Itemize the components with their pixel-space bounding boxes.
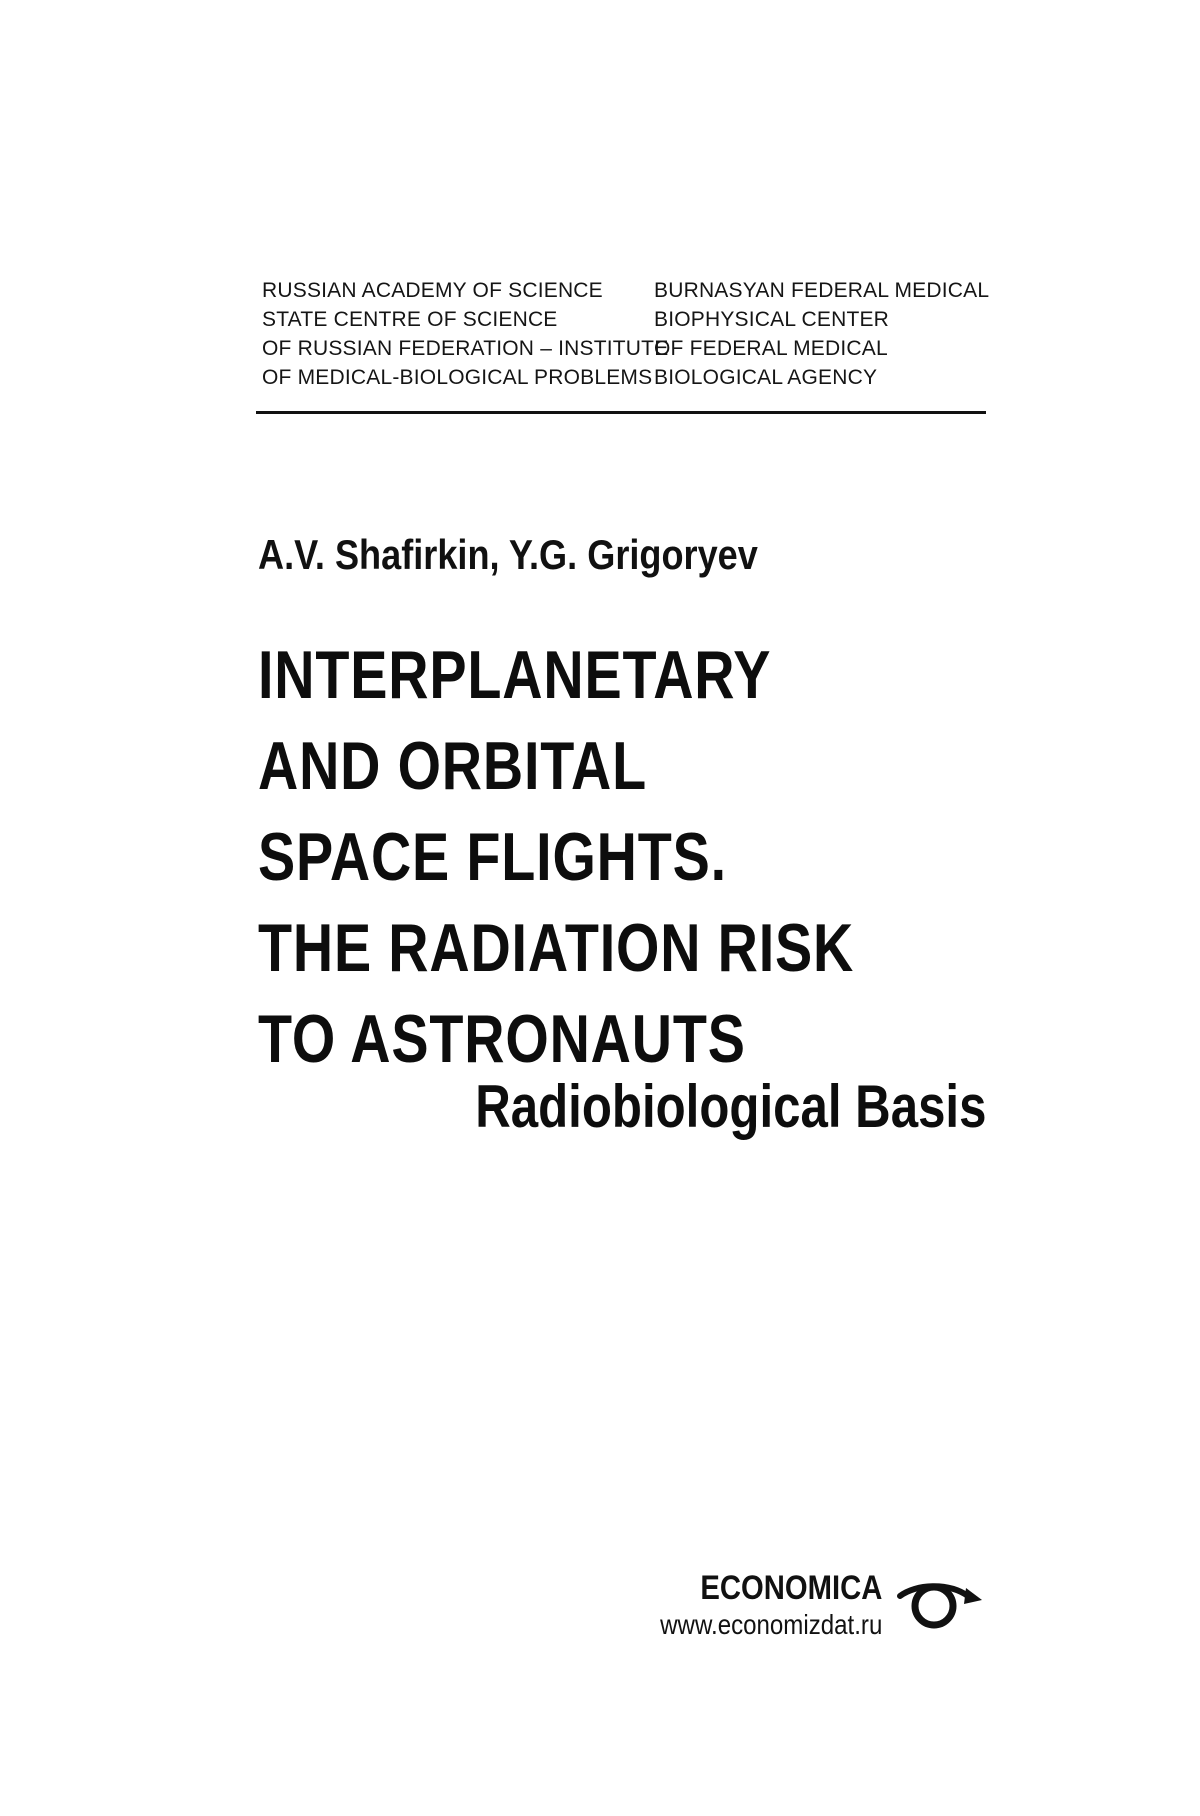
title-line-5: TO ASTRONAUTS (258, 1001, 746, 1077)
authors: A.V. Shafirkin, Y.G. Grigoryev (258, 531, 758, 578)
book-subtitle: Radiobiological Basis (474, 1073, 986, 1140)
left-institution-line-2: STATE CENTRE OF SCIENCE (262, 308, 558, 331)
left-institution-block (262, 276, 669, 392)
header-divider (256, 411, 986, 414)
left-institution-line-1: RUSSIAN ACADEMY OF SCIENCE (262, 279, 603, 302)
title-line-3: SPACE FLIGHTS. (258, 819, 727, 895)
right-institution-block (654, 276, 1014, 392)
right-institution-line-1: BURNASYAN FEDERAL MEDICAL (654, 279, 990, 302)
title-line-2: AND ORBITAL (258, 728, 647, 804)
title-line-4: THE RADIATION RISK (258, 910, 855, 986)
publisher-url: www.economizdat.ru (659, 1609, 882, 1640)
right-institution-line-3: OF FEDERAL MEDICAL (654, 337, 888, 360)
left-institution-line-4: OF MEDICAL-BIOLOGICAL PROBLEMS (262, 366, 653, 389)
orbit-logo-icon (896, 1566, 986, 1640)
book-title (258, 630, 854, 1085)
right-institution-line-2: BIOPHYSICAL CENTER (654, 308, 890, 331)
title-line-1: INTERPLANETARY (258, 637, 772, 713)
left-institution-line-3: OF RUSSIAN FEDERATION – INSTITUTE (262, 337, 669, 360)
right-institution-line-4: BIOLOGICAL AGENCY (654, 366, 878, 389)
publisher-name: ECONOMICA (700, 1569, 882, 1607)
publisher-block (624, 1568, 882, 1642)
